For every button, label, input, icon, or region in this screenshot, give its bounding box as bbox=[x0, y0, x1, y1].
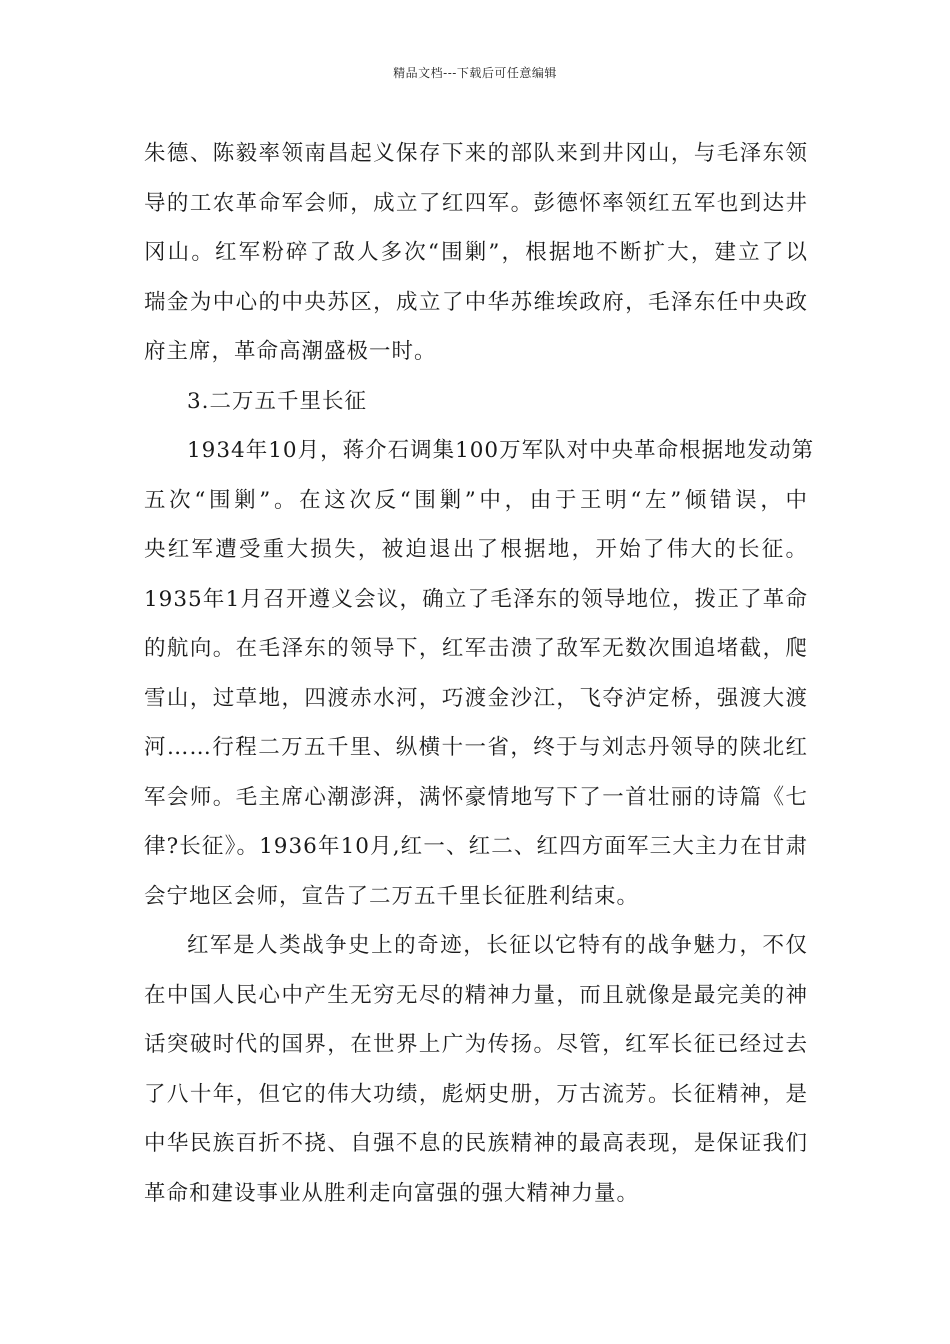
text-line: 会宁地区会师，宣告了二万五千里长征胜利结束。 bbox=[144, 883, 640, 909]
text-line: 央红军遭受重大损失，被迫退出了根据地，开始了伟大的长征。 bbox=[144, 537, 808, 562]
text-line: 军会师。毛主席心潮澎湃，满怀豪情地写下了一首壮丽的诗篇《七 bbox=[144, 784, 808, 810]
section-heading: 3.二万五千里长征 bbox=[187, 388, 368, 414]
text-line: 律?长征》。1936年10月,红一、红二、红四方面军三大主力在甘肃 bbox=[144, 834, 808, 859]
text-line: 府主席，革命高潮盛极一时。 bbox=[144, 339, 437, 364]
text-line: 1935年1月召开遵义会议，确立了毛泽东的领导地位，拨正了革命 bbox=[144, 586, 808, 612]
text-line: 革命和建设事业从胜利走向富强的强大精神力量。 bbox=[144, 1180, 640, 1206]
text-line: 河……行程二万五千里、纵横十一省，终于与刘志丹领导的陕北红 bbox=[144, 735, 808, 760]
text-line: 瑞金为中心的中央苏区，成立了中华苏维埃政府，毛泽东任中央政 bbox=[144, 289, 808, 315]
text-line: 冈山。红军粉碎了敌人多次“围剿”，根据地不断扩大，建立了以 bbox=[144, 240, 808, 265]
text-line: 在中国人民心中产生无穷无尽的精神力量，而且就像是最完美的神 bbox=[144, 982, 808, 1008]
text-line: 话突破时代的国界，在世界上广为传扬。尽管，红军长征已经过去 bbox=[144, 1032, 808, 1057]
text-line: 五次“围剿”。在这次反“围剿”中，由于王明“左”倾错误，中 bbox=[144, 487, 808, 513]
document-body bbox=[144, 129, 815, 1218]
text-line: 的航向。在毛泽东的领导下，红军击溃了敌军无数次围追堵截，爬 bbox=[144, 636, 808, 661]
text-line: 1934年10月，蒋介石调集100万军队对中央革命根据地发动第 bbox=[187, 438, 815, 463]
text-line: 导的工农革命军会师，成立了红四军。彭德怀率领红五军也到达井 bbox=[144, 190, 808, 216]
text-line: 中华民族百折不挠、自强不息的民族精神的最高表现，是保证我们 bbox=[144, 1131, 808, 1156]
text-line: 红军是人类战争史上的奇迹，长征以它特有的战争魅力，不仅 bbox=[187, 933, 808, 958]
text-line: 了八十年，但它的伟大功绩，彪炳史册，万古流芳。长征精神，是 bbox=[144, 1081, 808, 1107]
text-line: 朱德、陈毅率领南昌起义保存下来的部队来到井冈山，与毛泽东领 bbox=[144, 141, 808, 166]
text-line: 雪山，过草地，四渡赤水河，巧渡金沙江，飞夺泸定桥，强渡大渡 bbox=[144, 685, 808, 711]
page-header: 精品文档---下载后可任意编辑 bbox=[393, 66, 557, 80]
